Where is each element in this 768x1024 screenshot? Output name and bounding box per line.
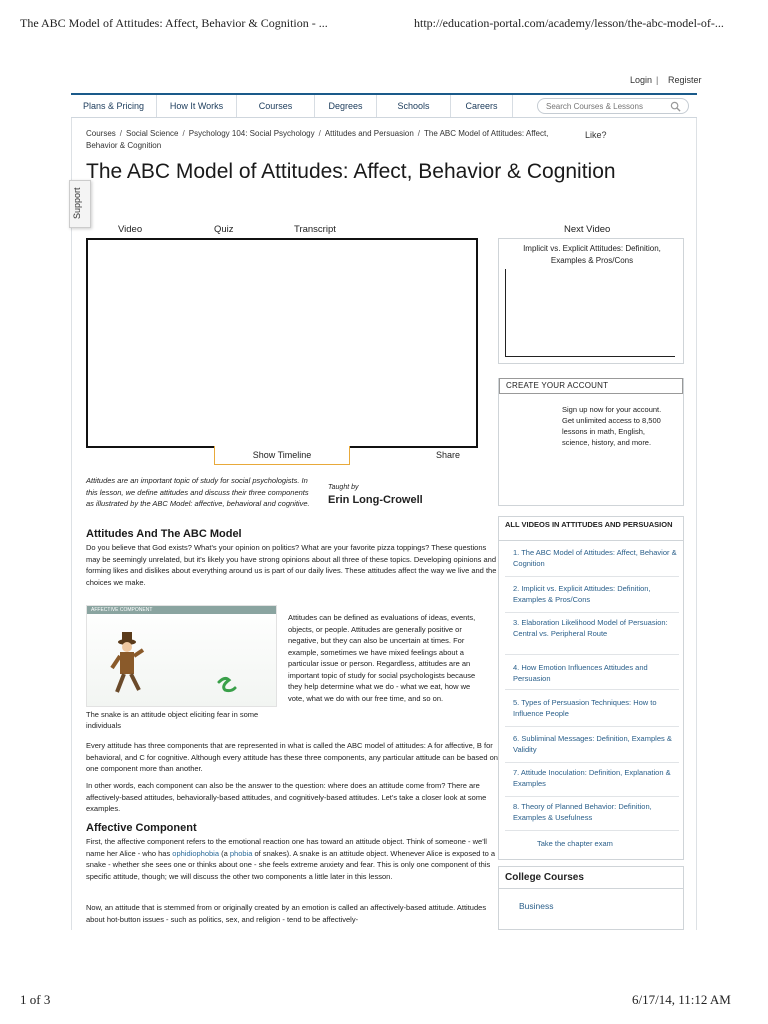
paragraph-affective-component [86, 836, 498, 882]
search-icon[interactable] [670, 101, 681, 112]
video-list-item-7[interactable]: 7. Attitude Inoculation: Definition, Explanation & Examples [505, 767, 679, 797]
tab-transcript[interactable]: Transcript [294, 224, 336, 235]
breadcrumb-current: The ABC Model of Attitudes: Affect, Behavior & Cognition [86, 129, 549, 150]
nav-schools[interactable]: Schools [377, 95, 451, 117]
lesson-summary: Attitudes are an important topic of study for social psychologists. In this lesson, we define attitudes and discuss their three components as illustrated by the ABC Model: affective, behavioral and cognitive. [86, 476, 310, 508]
search-input[interactable] [537, 98, 689, 114]
nav-plans-pricing[interactable]: Plans & Pricing [71, 95, 157, 117]
video-list-item-8[interactable]: 8. Theory of Planned Behavior: Definition, Examples & Usefulness [505, 801, 679, 831]
video-list-item-1[interactable]: 1. The ABC Model of Attitudes: Affect, Behavior & Cognition [505, 547, 679, 577]
affective-text-3: of snakes). A snake is an attitude object. Whenever Alice is exposed to a snake - whether she sees one or thinks about one - she feels extreme anxiety and fear. This is only one component of this specific attitude, though; we will discuss the other two components a little later in this lesson. [86, 848, 496, 881]
college-course-business-link[interactable]: Business [519, 901, 554, 911]
nav-degrees[interactable]: Degrees [315, 95, 377, 117]
auth-separator: | [656, 75, 659, 85]
paragraph-affectively-based: Now, an attitude that is stemmed from or originally created by an emotion is called an affectively-based attitude. Attitudes about hot-button issues - such as politics, sex, and religion - tend to be affectively- [86, 903, 487, 924]
college-courses-header: College Courses [499, 867, 683, 889]
video-list-item-6[interactable]: 6. Subliminal Messages: Definition, Examples & Validity [505, 733, 679, 763]
breadcrumb-courses[interactable]: Courses [86, 129, 116, 138]
section-heading-affective: Affective Component [86, 822, 197, 834]
breadcrumb-separator: / [119, 129, 123, 138]
breadcrumb-separator: / [182, 129, 185, 138]
breadcrumb-separator: / [417, 129, 421, 138]
lesson-image-snake [86, 605, 277, 707]
cartoon-figure-illustration [87, 614, 277, 707]
print-page-title: The ABC Model of Attitudes: Affect, Behavior & Cognition - ... [20, 16, 328, 30]
page-title: The ABC Model of Attitudes: Affect, Behavior & Cognition [86, 160, 616, 183]
login-link[interactable]: Login [630, 75, 653, 85]
video-list-item-5[interactable]: 5. Types of Persuasion Techniques: How to Influence People [505, 697, 679, 727]
like-button[interactable]: Like? [585, 130, 607, 140]
create-account-header: CREATE YOUR ACCOUNT [499, 378, 683, 394]
create-account-text: Sign up now for your account. Get unlimited access to 8,500 lessons in math, English, science, history, and more. [562, 405, 662, 447]
all-videos-panel [498, 516, 684, 860]
breadcrumb-separator: / [318, 129, 321, 138]
paragraph-intro: Do you believe that God exists? What's your opinion on politics? What are your favorite pizza toppings? These questions may be seemingly unrelated, but it's likely you have strong opinions about all three of these topics. Developing opinions and forming likes and dislikes about everything around us is part of our daily lives. These attitudes affect the way we live and the choices we make. [86, 543, 497, 587]
register-link[interactable]: Register [668, 75, 702, 85]
tab-video[interactable]: Video [118, 224, 143, 235]
print-url: http://education-portal.com/academy/lesson/the-abc-model-of-... [414, 16, 724, 30]
video-list-item-2[interactable]: 2. Implicit vs. Explicit Attitudes: Definition, Examples & Pros/Cons [505, 583, 679, 613]
taught-by-label: Taught by [328, 484, 359, 491]
breadcrumb-psychology-104[interactable]: Psychology 104: Social Psychology [188, 129, 315, 138]
paragraph-attitudes-definition: Attitudes can be defined as evaluations of ideas, events, objects, or people. Attitudes are generally positive or negative, but they can also be uncertain at times. For example, sometimes we have mixed feelings about a particular issue or person. Regardless, attitudes are an important topic of study for social psychologists because they help determine what we do - what we eat, how we vote, what we do with our free time, and so on. [288, 613, 476, 703]
next-video-card[interactable] [498, 238, 684, 364]
create-account-panel [498, 378, 684, 506]
support-tab[interactable] [69, 180, 91, 228]
nav-how-it-works[interactable]: How It Works [157, 95, 237, 117]
video-player[interactable] [86, 238, 478, 448]
college-courses-panel [498, 866, 684, 930]
nav-courses[interactable]: Courses [237, 95, 315, 117]
frame-divider-right [696, 118, 697, 930]
tab-quiz[interactable]: Quiz [214, 224, 234, 235]
section-heading-abc: Attitudes And The ABC Model [86, 528, 242, 540]
phobia-link[interactable]: phobia [229, 848, 253, 858]
breadcrumb-attitudes-persuasion[interactable]: Attitudes and Persuasion [324, 129, 414, 138]
main-nav [71, 93, 697, 118]
breadcrumb [86, 128, 578, 152]
image-caption: The snake is an attitude object eliciting fear in some individuals [86, 710, 259, 730]
next-video-label: Next Video [564, 224, 611, 235]
nav-careers[interactable]: Careers [451, 95, 513, 117]
print-date: 6/17/14, 11:12 AM [632, 992, 731, 1007]
support-label: Support [72, 187, 82, 219]
video-list-item-3[interactable]: 3. Elaboration Likelihood Model of Persuasion: Central vs. Peripheral Route [505, 617, 679, 655]
all-videos-header: ALL VIDEOS IN ATTITUDES AND PERSUASION [499, 517, 683, 541]
share-button[interactable]: Share [436, 450, 461, 460]
frame-divider-left [71, 118, 72, 930]
video-list-item-4[interactable]: 4. How Emotion Influences Attitudes and Persuasion [505, 662, 679, 690]
affective-text-2: (a [219, 848, 230, 858]
image-header: AFFECTIVE COMPONENT [87, 606, 276, 614]
show-timeline-button[interactable]: Show Timeline [214, 446, 350, 465]
instructor-name[interactable]: Erin Long-Crowell [328, 494, 423, 506]
next-video-title[interactable]: Implicit vs. Explicit Attitudes: Definition, Examples & Pros/Cons [523, 244, 661, 265]
paragraph-abc-components: Every attitude has three components that are represented in what is called the ABC model of attitudes: A for affective, B for behavioral, and C for cognitive. Although every attitude has these three components, any particular attitude can be based on one component more than another. [86, 741, 498, 773]
next-video-thumbnail[interactable] [505, 269, 675, 357]
print-page-number: 1 of 3 [20, 992, 51, 1007]
breadcrumb-social-science[interactable]: Social Science [126, 129, 179, 138]
ophidiophobia-link[interactable]: ophidiophobia [172, 848, 220, 858]
paragraph-attitude-sources: In other words, each component can also be the answer to the question: where does an attitude come from? There are affectively-based attitudes, behaviorally-based attitudes, and cognitively-based attitudes. Let's take a closer look at some examples. [86, 781, 487, 813]
affective-text-1: First, the affective component refers to the emotional reaction one has toward an attitude object. Think of someone - we'll name her Alice - who has [86, 837, 487, 858]
chapter-exam-link[interactable]: Take the chapter exam [537, 839, 613, 848]
